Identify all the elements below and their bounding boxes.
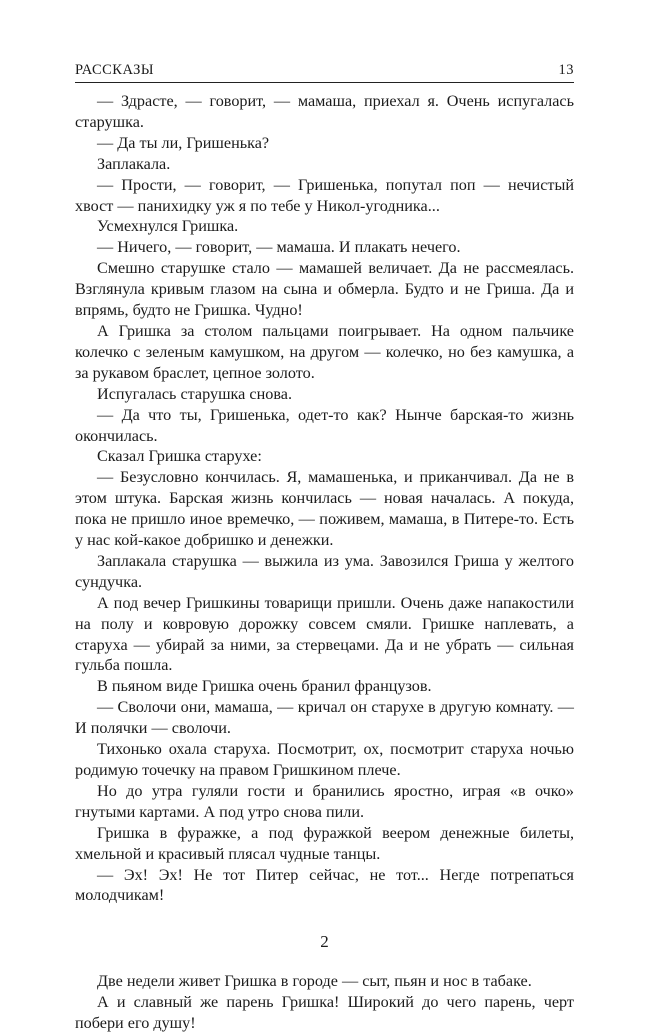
paragraph: Заплакала старушка — выжила из ума. Завозился Гриша у желтого сундучка. <box>75 551 574 591</box>
section-title: РАССКАЗЫ <box>75 62 154 78</box>
paragraph: Сказал Гришка старухе: <box>97 447 262 466</box>
header-rule <box>75 82 574 83</box>
paragraph: Испугалась старушка снова. <box>97 384 293 403</box>
paragraph: — Сволочи они, мамаша, — кричал он старухе в другую комнату. — И полячки — сволочи. <box>75 698 574 738</box>
paragraph: Смешно старушке стало — мамашей величает. Да не рассмеялась. Взглянула кривым глазом на сына и обмерла. Будто и не Гриша. Да и впрямь, будто не Гришка. Чудно! <box>75 259 574 320</box>
paragraph: — Ничего, — говорит, — мамаша. И плакать нечего. <box>97 238 461 257</box>
section-number: 2 <box>320 932 329 952</box>
running-head <box>75 62 574 82</box>
paragraph: — Да ты ли, Гришенька? <box>97 133 270 152</box>
paragraph: В пьяном виде Гришка очень бранил французов. <box>97 677 432 696</box>
paragraph: А Гришка за столом пальцами поигрывает. На одном пальчике колечко с зеленым камушком, на другом — колечко, но без камушка, а за рукавом браслет, цепное золото. <box>75 321 574 382</box>
paragraph: — Да что ты, Гришенька, одет-то как? Нынче барская-то жизнь окончилась. <box>75 405 574 445</box>
text-part-1 <box>75 91 574 906</box>
page-number: 13 <box>558 62 574 78</box>
paragraph: Усмехнулся Гришка. <box>97 217 239 236</box>
body-text <box>75 91 574 1034</box>
paragraph: — Безусловно кончилась. Я, мамашенька, и приканчивал. Да не в этом штука. Барская жизнь кончилась — новая началась. А покуда, пока не пришло иное времечко, — поживем, мамаша, в Питере-то. Есть у нас кой-какое добришко и денежки. <box>75 468 574 550</box>
paragraph: — Эх! Эх! Не тот Питер сейчас, не тот... Негде потрепаться молодчикам! <box>75 865 574 905</box>
paragraph: — Здрасте, — говорит, — мамаша, приехал я. Очень испугалась старушка. <box>75 92 574 131</box>
paragraph: А под вечер Гришкины товарищи пришли. Очень даже напакостили на полу и ковровую дорожку совсем смяли. Гришке наплевать, а старуха — убирай за ними, за стервецами. Да и не убрать — сильная гульба пошла. <box>75 593 574 675</box>
paragraph: — Прости, — говорит, — Гришенька, попутал поп — нечистый хвост — панихидку уж я по тебе у Никол-угодника... <box>75 175 574 215</box>
paragraph: Но до утра гуляли гости и бранились яростно, играя «в очко» гнутыми картами. А под утро снова пили. <box>75 781 574 821</box>
paragraph: А и славный же парень Гришка! Широкий до чего парень, черт побери его душу! <box>75 993 574 1033</box>
paragraph: Гришка в фуражке, а под фуражкой веером денежные билеты, хмельной и красивый плясал чудные танцы. <box>75 823 574 863</box>
paragraph: Две недели живет Гришка в городе — сыт, пьян и нос в табаке. <box>97 972 532 991</box>
text-part-2 <box>75 971 574 1034</box>
paragraph: Заплакала. <box>97 154 171 173</box>
paragraph: Тихонько охала старуха. Посмотрит, ох, посмотрит старуха ночью родимую точечку на правом Гришкином плече. <box>75 740 574 779</box>
